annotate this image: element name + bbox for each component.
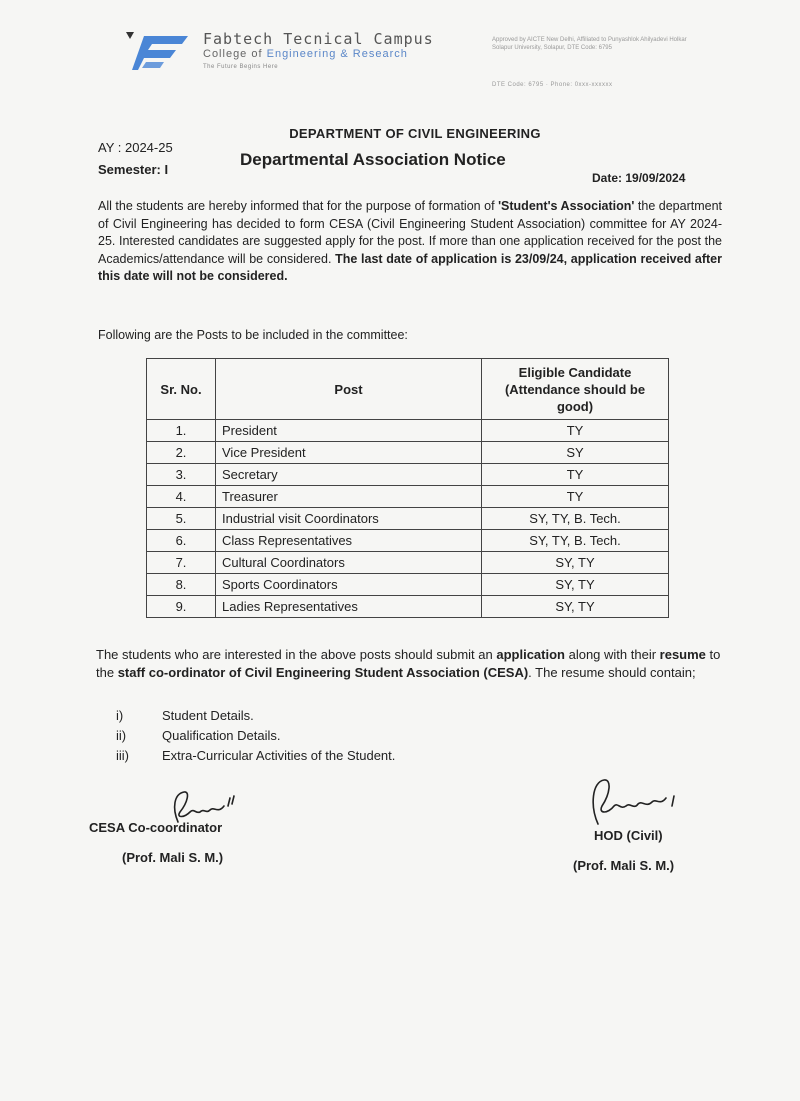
table-row [147,420,669,442]
cell-sr: 8. [147,574,216,596]
cell-eligible: SY, TY [482,552,669,574]
submit-application: application [496,647,565,662]
cell-sr: 1. [147,420,216,442]
submit-part3: to the [96,647,721,680]
table-row [147,442,669,464]
table-row [147,530,669,552]
cell-post: Cultural Coordinators [216,552,482,574]
notice-paragraph [98,198,722,286]
cell-eligible: SY [482,442,669,464]
list-item-text: Extra-Curricular Activities of the Student. [162,748,396,763]
cell-eligible: SY, TY [482,574,669,596]
cell-post: Sports Coordinators [216,574,482,596]
table-header-row [147,359,669,420]
list-item [116,726,395,746]
cell-eligible: TY [482,420,669,442]
right-signatory-name: (Prof. Mali S. M.) [573,858,675,873]
left-signatory-name: (Prof. Mali S. M.) [122,850,224,865]
submit-part2: along with their [564,647,660,662]
list-item-text: Qualification Details. [162,728,281,743]
cell-sr: 7. [147,552,216,574]
semester: Semester: I [98,162,169,177]
submit-part4: . The resume should contain; [528,665,696,680]
college-sub-prefix: College of [203,48,263,60]
list-item [116,706,395,726]
right-signatory-label: HOD (Civil) [594,828,663,843]
academic-year: AY : 2024-25 [98,140,173,155]
header-post: Post [216,359,482,420]
list-item-number: ii) [116,728,127,743]
cell-eligible: TY [482,486,669,508]
table-row [147,464,669,486]
para-deadline: The last date of application is 23/09/24, application received after this date will not be considered. [98,251,722,283]
cell-post: Treasurer [216,486,482,508]
cell-post: President [216,420,482,442]
list-item-number: i) [116,708,124,723]
para-part1: All the students are hereby informed that for the purpose of formation of [98,199,499,213]
college-tagline: The Future Begins Here [203,64,279,70]
cell-sr: 3. [147,464,216,486]
cell-sr: 9. [147,596,216,618]
submit-resume: resume [659,647,706,662]
cell-eligible: TY [482,464,669,486]
left-signatory-label: CESA Co-coordinator [89,820,223,835]
cell-post: Ladies Representatives [216,596,482,618]
cell-sr: 2. [147,442,216,464]
submission-paragraph [96,646,721,682]
college-logo-icon [124,30,190,78]
list-item-number: iii) [116,748,129,763]
notice-title: Departmental Association Notice [240,150,506,169]
cell-post: Vice President [216,442,482,464]
list-item [116,746,395,766]
cell-post: Secretary [216,464,482,486]
list-item-text: Student Details. [162,708,254,723]
cell-eligible: SY, TY [482,596,669,618]
table-row [147,486,669,508]
para-association: 'Student's Association' [498,199,635,213]
cell-post: Class Representatives [216,530,482,552]
college-subtitle [203,48,408,60]
posts-table [146,358,669,618]
table-row [147,508,669,530]
header-eligible: Eligible Candidate (Attendance should be good) [482,359,669,420]
college-contact: DTE Code: 6795 · Phone: 0xxx-xxxxxx [492,82,613,88]
submit-staff: staff co-ordinator of Civil Engineering Student Association (CESA) [117,665,529,680]
college-name: Fabtech Tecnical Campus [203,30,434,48]
cell-sr: 6. [147,530,216,552]
cell-eligible: SY, TY, B. Tech. [482,530,669,552]
submit-part1: The students who are interested in the above posts should submit an [96,647,497,662]
signature-right-icon [580,776,700,836]
cell-sr: 5. [147,508,216,530]
resume-contents-list [116,706,395,766]
table-row [147,574,669,596]
department-heading: DEPARTMENT OF CIVIL ENGINEERING [289,126,541,141]
header-sr-no: Sr. No. [147,359,216,420]
cell-post: Industrial visit Coordinators [216,508,482,530]
table-row [147,552,669,574]
para-part2: the department of Civil Engineering has decided to form CESA (Civil Engineering Student Association) committee for AY 2024-25. Interested candidates are suggested apply for the post. If more than one application received for the post the Academics/attendance will be considered. [98,199,723,266]
cell-sr: 4. [147,486,216,508]
posts-intro: Following are the Posts to be included in the committee: [98,328,408,342]
table-row [147,596,669,618]
college-affiliation: Approved by AICTE New Delhi, Affiliated to Punyashlok Ahilyadevi Holkar Solapur University, Solapur, DTE Code: 6795 [492,37,687,51]
college-sub-accent: Engineering & Research [266,48,408,60]
notice-date: Date: 19/09/2024 [592,171,686,185]
cell-eligible: SY, TY, B. Tech. [482,508,669,530]
